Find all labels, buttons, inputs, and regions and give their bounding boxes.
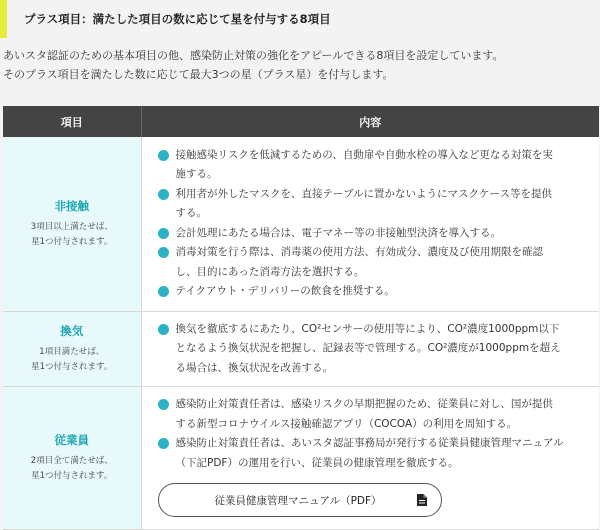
heading-title: プラス項目：満たした項目の数に応じて星を付与する8項目 xyxy=(24,12,331,26)
category-cell xyxy=(3,387,141,530)
item-list xyxy=(158,146,586,302)
content-cell xyxy=(141,137,599,311)
category-cell xyxy=(3,137,141,311)
bullet-dot-icon xyxy=(158,247,169,258)
list-item xyxy=(158,282,586,302)
intro-line: そのプラス項目を満たした数に応じて最大3つの星（プラス星）を付与します。 xyxy=(3,68,394,81)
item-text: る場合は、換気状況を改善する。 xyxy=(175,361,333,374)
header-item: 項目 xyxy=(3,106,141,137)
list-item xyxy=(158,243,586,282)
table-row xyxy=(3,387,599,530)
category-desc-line: 星1つ付与されます。 xyxy=(31,236,113,247)
content-cell xyxy=(141,387,599,530)
pdf-manual-button[interactable] xyxy=(158,483,442,517)
item-text: 消毒対策を行う際は、消毒薬の使用方法、有効成分、濃度及び使用期限を確認 xyxy=(175,246,543,259)
item-text: 会計処理にあたる場合は、電子マネー等の非接触型決済を導入する。 xyxy=(175,226,501,239)
item-list xyxy=(158,320,586,379)
header-content: 内容 xyxy=(141,106,599,137)
item-text: テイクアウト・デリバリーの飲食を推奨する。 xyxy=(175,285,395,298)
item-text: 感染防止対策責任者は、あいスタ認証事務局が発行する従業員健康管理マニュアル xyxy=(175,437,564,449)
item-text: 接触感染リスクを低減するための、自動扉や自動水栓の導入など更なる対策を実 xyxy=(175,148,553,161)
category-desc xyxy=(3,345,141,375)
item-text: 施する。 xyxy=(175,168,218,181)
category-desc xyxy=(3,454,141,484)
list-item xyxy=(158,146,586,185)
list-item xyxy=(158,395,586,434)
list-item xyxy=(158,320,586,379)
table-row xyxy=(3,311,599,387)
item-text: し、目的にあった消毒方法を選択する。 xyxy=(175,265,365,278)
intro-line: あいスタ認証のための基本項目の他、感染防止対策の強化をアピールできる8項目を設定しています。 xyxy=(3,49,504,62)
list-item xyxy=(158,185,586,224)
category-desc-line: 星1つ付与されます。 xyxy=(31,361,113,372)
list-item xyxy=(158,224,586,244)
item-text: 利用者が外したマスクを、直接テーブルに置かないようにマスクケース等を提供 xyxy=(175,187,553,200)
category-name: 従業員 xyxy=(54,433,89,447)
item-text: する新型コロナウイルス接触確認アプリ（COCOA）の利用を周知する。 xyxy=(175,417,518,430)
category-desc xyxy=(3,220,141,250)
bullet-dot-icon xyxy=(158,399,169,410)
bullet-dot-icon xyxy=(158,324,169,335)
item-text: 換気を徹底するにあたり、CO²センサーの使用等により、CO²濃度1000ppm以下 xyxy=(175,322,560,335)
category-desc-line: 3項目以上満たせば、 xyxy=(30,221,113,232)
item-text: 感染防止対策責任者は、感染リスクの早期把握のため、従業員に対し、国が提供 xyxy=(175,398,553,410)
intro-text xyxy=(0,38,600,96)
bullet-dot-icon xyxy=(158,286,169,297)
content-cell xyxy=(141,311,599,387)
plus-items-table xyxy=(3,106,599,530)
table-row xyxy=(3,137,599,311)
item-text: する。 xyxy=(175,207,207,220)
category-name: 換気 xyxy=(60,323,84,338)
category-name: 非接触 xyxy=(54,198,89,213)
bullet-dot-icon xyxy=(158,150,169,161)
bullet-dot-icon xyxy=(158,228,169,239)
file-pdf-icon xyxy=(417,494,427,506)
bullet-dot-icon xyxy=(158,189,169,200)
item-text: （下記PDF）の運用を行い、従業員の健康管理を徹底する。 xyxy=(175,456,459,469)
bullet-dot-icon xyxy=(158,438,169,449)
category-cell xyxy=(3,311,141,387)
item-list xyxy=(158,395,586,473)
list-item xyxy=(158,434,586,473)
category-desc-line: 1項目満たせば、 xyxy=(39,346,105,357)
section-heading xyxy=(0,0,600,38)
category-desc-line: 星1つ付与されます。 xyxy=(31,471,113,481)
pdf-button-label: 従業員健康管理マニュアル（PDF） xyxy=(214,494,382,507)
table-header-row xyxy=(3,106,599,137)
category-desc-line: 2項目全て満たせば、 xyxy=(30,456,113,466)
item-text: となるよう換気状況を把握し、記録表等で管理する。CO²濃度が1000ppmを超え xyxy=(175,342,561,354)
